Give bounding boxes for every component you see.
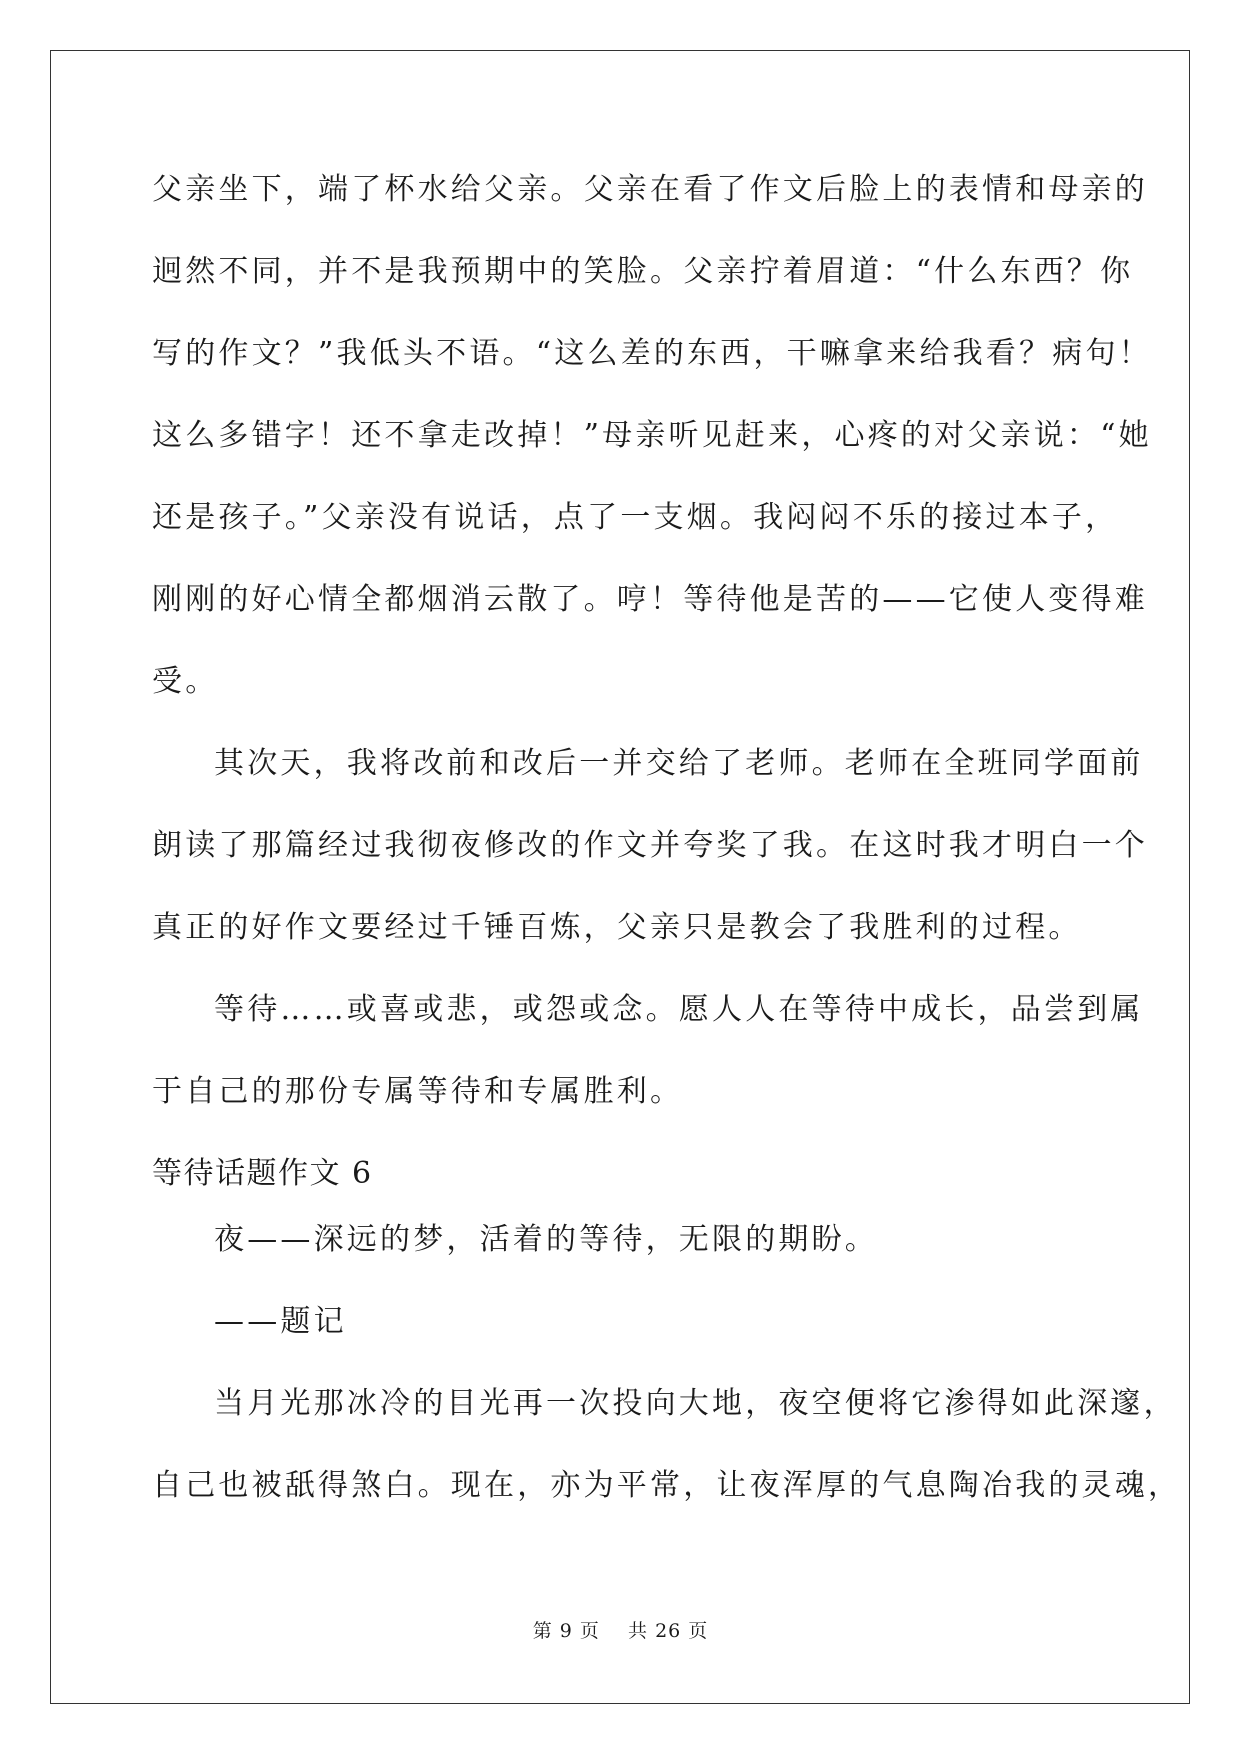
document-body bbox=[152, 166, 1182, 1544]
section-heading: 等待话题作文 6 bbox=[152, 1156, 373, 1191]
text-line-10: 真正的好作文要经过千锤百炼，父亲只是教会了我胜利的过程。 bbox=[152, 910, 1082, 945]
page-footer bbox=[0, 1616, 1241, 1643]
text-line-15: 当月光那冰冷的目光再一次投向大地，夜空便将它渗得如此深邃， bbox=[214, 1386, 1177, 1421]
text-line-13: 夜——深远的梦，活着的等待，无限的期盼。 bbox=[214, 1222, 878, 1257]
text-line-11: 等待……或喜或悲，或怨或念。愿人人在等待中成长，品尝到属 bbox=[214, 992, 1144, 1027]
text-line-6: 刚刚的好心情全都烟消云散了。哼！等待他是苦的——它使人变得难 bbox=[152, 582, 1148, 617]
text-line-4: 这么多错字！还不拿走改掉！”母亲听见赶来，心疼的对父亲说：“她 bbox=[152, 418, 1152, 453]
page-number: 第 9 页 bbox=[532, 1620, 600, 1642]
text-line-9: 朗读了那篇经过我彻夜修改的作文并夸奖了我。在这时我才明白一个 bbox=[152, 828, 1148, 863]
text-line-14: ——题记 bbox=[214, 1304, 347, 1339]
text-line-8: 其次天，我将改前和改后一并交给了老师。老师在全班同学面前 bbox=[214, 746, 1144, 781]
text-line-2: 迥然不同，并不是我预期中的笑脸。父亲拧着眉道：“什么东西？你 bbox=[152, 254, 1134, 289]
text-line-1: 父亲坐下，端了杯水给父亲。父亲在看了作文后脸上的表情和母亲的 bbox=[152, 172, 1148, 207]
text-line-5: 还是孩子。”父亲没有说话，点了一支烟。我闷闷不乐的接过本子， bbox=[152, 500, 1119, 535]
text-line-16: 自己也被舐得煞白。现在，亦为平常，让夜浑厚的气息陶冶我的灵魂， bbox=[152, 1468, 1182, 1503]
total-pages: 共 26 页 bbox=[628, 1620, 709, 1642]
text-line-12: 于自己的那份专属等待和专属胜利。 bbox=[152, 1074, 684, 1109]
text-line-7: 受。 bbox=[152, 664, 219, 699]
text-line-3: 写的作文？”我低头不语。“这么差的东西，干嘛拿来给我看？病句！ bbox=[152, 336, 1152, 371]
